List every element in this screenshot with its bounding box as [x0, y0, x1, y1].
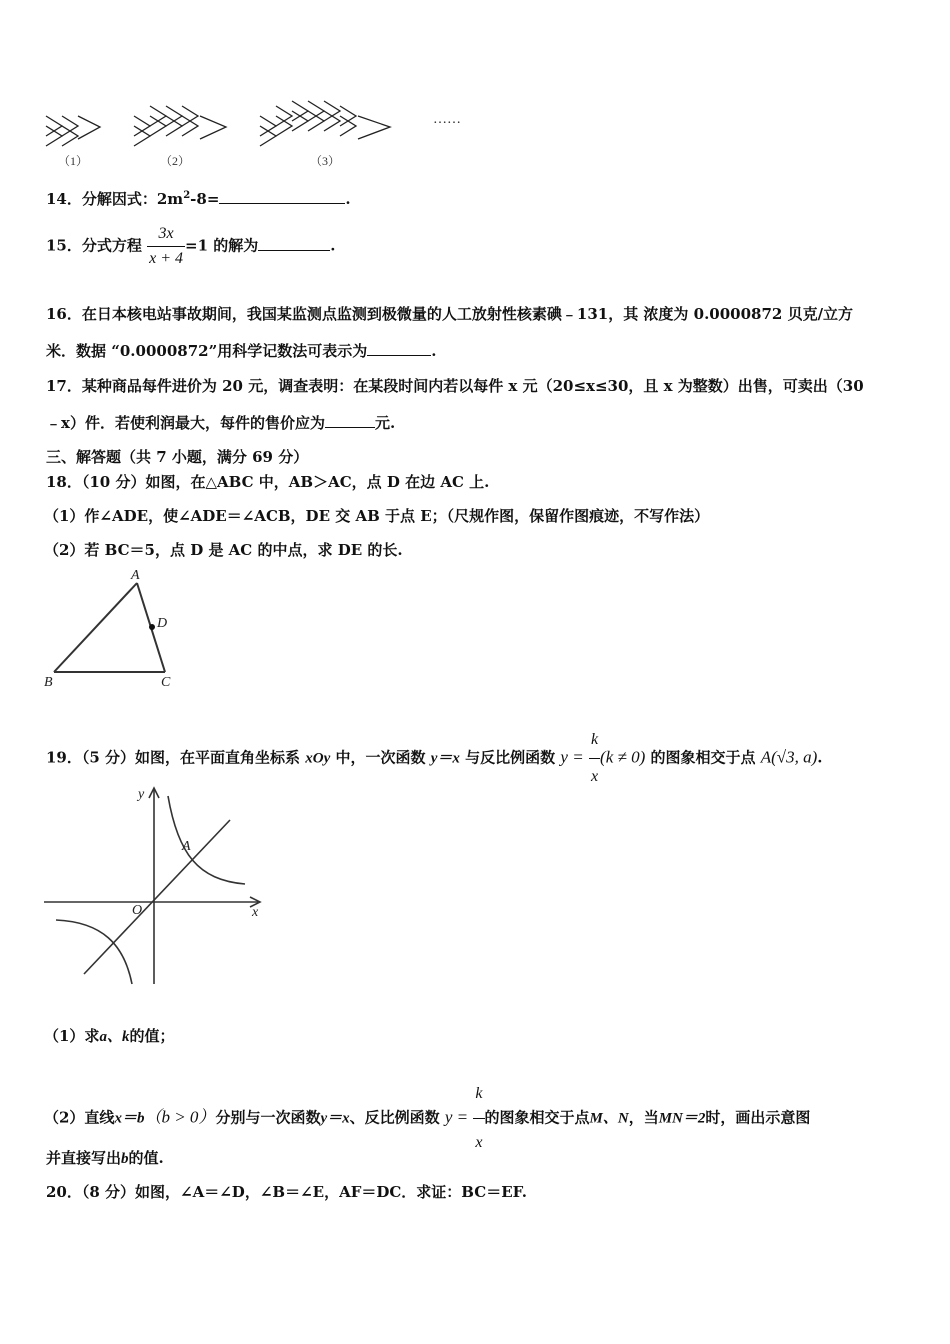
- pattern-label-3: （3）: [310, 154, 341, 168]
- q14-text-b: -8=: [190, 190, 220, 208]
- q16-text: 米．数据 “0.0000872”用科学记数法可表示为: [46, 342, 368, 360]
- origin-label: O: [132, 903, 143, 918]
- question-17-line1: 17．某种商品每件进价为 20 元，调查表明：在某段时间内若以每件 x 元（20≤x≤30，且 x 为整数）出售，可卖出（30: [46, 377, 864, 395]
- q19-func-cond: (k ≠ 0): [600, 747, 646, 767]
- x-axis-label: x: [252, 905, 259, 920]
- question-18-stem: 18．（10 分）如图，在△ABC 中，AB＞AC，点 D 在边 AC 上.: [46, 473, 490, 491]
- pattern-label-2: （2）: [160, 154, 191, 168]
- q19-text-d: 的图象相交于点: [650, 748, 756, 767]
- q19-func-den: x: [590, 768, 599, 785]
- q19-p2-text-d: 的图象相交于点: [484, 1108, 590, 1127]
- q17-text: ﹣x）件．若使利润最大，每件的售价应为: [46, 414, 325, 432]
- q19-p2-func-fraction: [473, 1070, 484, 1167]
- q19-func-fraction: [589, 722, 600, 795]
- question-18-part1: （1）作∠ADE，使∠ADE＝∠ACB，DE 交 AB 于点 E；（尺规作图，保留作图痕迹，不写作法）: [44, 507, 710, 525]
- q15-text: 15．分式方程: [46, 236, 142, 255]
- question-16-line2: [46, 341, 436, 361]
- q19-p2-func-num: k: [473, 1070, 484, 1119]
- question-20: 20．（8 分）如图，∠A＝∠D，∠B＝∠E，AF＝DC．求证：BC＝EF.: [46, 1183, 527, 1201]
- q19-p2-x: x＝b: [114, 1110, 145, 1127]
- vertex-label-b: B: [44, 675, 53, 690]
- y-axis-label: y: [138, 787, 145, 802]
- q15-after: =1 的解为: [185, 236, 259, 255]
- q16-end: .: [431, 342, 437, 360]
- q19-text-b: 中，一次函数: [335, 748, 426, 767]
- q19-p2-text-e: ，当: [628, 1108, 659, 1127]
- hyperbola-branch-1: [168, 796, 245, 884]
- q19-p2-y: y＝x: [320, 1110, 350, 1127]
- vertex-label-c: C: [161, 675, 171, 690]
- question-16-line1: 16．在日本核电站事故期间，我国某监测点监测到极微量的人工放射性核素碘﹣131，其 浓度为 0.0000872 贝克/立方: [46, 305, 854, 323]
- q19-linear: y＝x: [430, 750, 460, 767]
- q19-p2-text-b: 分别与一次函数: [215, 1108, 321, 1127]
- section-heading: 三、解答题（共 7 小题，满分 69 分）: [46, 448, 309, 466]
- q19-end: .: [817, 748, 823, 767]
- q14-answer-blank[interactable]: [219, 189, 345, 204]
- chevron-pattern-3: [260, 101, 390, 146]
- q17-answer-blank[interactable]: [325, 413, 375, 428]
- q16-answer-blank[interactable]: [367, 341, 431, 356]
- ellipsis: ……: [433, 112, 461, 127]
- q19-p2-cond: （b > 0）: [144, 1107, 216, 1127]
- q19-text-a: 19．（5 分）如图，在平面直角坐标系: [46, 748, 301, 767]
- q14-superscript: 2: [183, 190, 191, 201]
- q19-p2-func-lhs: y =: [444, 1107, 469, 1127]
- q19-p1-text-a: （1）求: [44, 1027, 100, 1045]
- q15-end: .: [330, 236, 336, 255]
- pattern-label-1: （1）: [58, 154, 89, 168]
- q19-p2-func-den: x: [475, 1134, 483, 1151]
- question-14: [46, 186, 351, 209]
- q19-p2-mn2: MN＝2: [658, 1110, 706, 1127]
- q15-denominator: x + 4: [149, 250, 184, 267]
- coordinate-graph: [40, 784, 270, 990]
- q19-p1-vars: a、k: [99, 1029, 130, 1045]
- chevron-pattern-1: [46, 116, 100, 146]
- point-label-d: D: [157, 616, 168, 631]
- question-19-part2-line2: [46, 1148, 164, 1169]
- q14-end: .: [345, 190, 351, 208]
- q19-p2-l2-text-a: 并直接写出: [46, 1149, 122, 1167]
- q19-p2-text-a: （2）直线: [44, 1108, 115, 1127]
- vertex-label-a: A: [131, 568, 140, 583]
- question-17-line2: [46, 413, 395, 433]
- q15-answer-blank[interactable]: [258, 236, 330, 251]
- q19-p2-text-c: 、反比例函数: [349, 1108, 440, 1127]
- q19-p2-b-var: b: [121, 1151, 129, 1167]
- q19-p2-text-f: 时，画出示意图: [705, 1108, 811, 1127]
- question-18-part2: （2）若 BC＝5，点 D 是 AC 的中点，求 DE 的长.: [44, 541, 403, 559]
- chevron-pattern-2: [134, 106, 226, 146]
- triangle-abc-figure: [40, 566, 190, 692]
- q19-p1-text-b: 的值；: [129, 1027, 175, 1045]
- q17-end: 元.: [374, 414, 396, 432]
- chevron-pattern-figure: [40, 95, 490, 175]
- q19-p2-l2-text-b: 的值.: [128, 1149, 164, 1167]
- q19-xoy: xOy: [305, 750, 331, 767]
- q19-p2-mn: M、N: [589, 1110, 629, 1127]
- line-y-equals-x: [84, 820, 230, 974]
- intersection-label-a: A: [182, 839, 191, 854]
- question-15: [46, 222, 335, 271]
- q19-func-lhs: y =: [560, 747, 584, 767]
- q15-fraction: [147, 222, 185, 271]
- question-19-part1: [44, 1026, 174, 1047]
- q19-func-num: k: [589, 722, 600, 759]
- q19-text-c: 与反比例函数: [465, 748, 556, 767]
- q19-point-a: A(√3, a): [760, 747, 818, 767]
- q14-text: 14．分解因式：2m: [46, 190, 184, 208]
- hyperbola-branch-2: [56, 920, 132, 984]
- q15-numerator: 3x: [147, 222, 185, 247]
